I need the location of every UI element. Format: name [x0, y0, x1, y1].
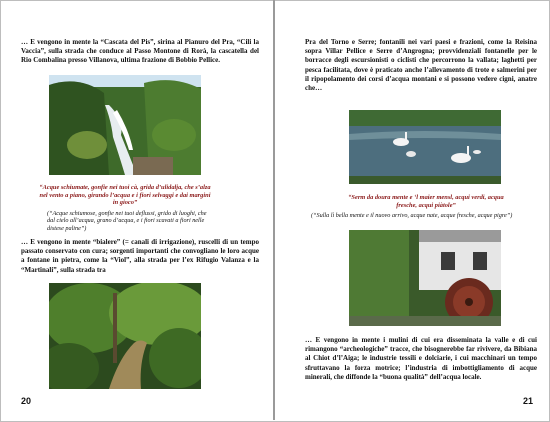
paragraph: … E vengono in mente la “Cascata del Pis”, sirina al Pianuro del Pra, “Cili la Vaccia”, sulla strada che conduce al Passo Montone di Rorà, la cascatella del Rio Combalina presso Villanova, ultima frazione di Bobbio Pellice.: [21, 38, 259, 65]
caption-translation: (“Sulla lì bella mente e il nuovo arrivo, acque nate, acque fresche, acque pigre”): [311, 212, 513, 219]
page-number: 20: [21, 396, 32, 406]
pond-swans-photo: [349, 110, 501, 184]
caption-translation: (“Acque schiumose, gonfie nei tuoi deflussi, grido di luoghi, che dal cielo all’acqua, grano d’acqua, e i fiori scavati a fiori nelle distese paline”): [47, 210, 207, 232]
forest-path-photo: [49, 283, 201, 389]
caption-dialect: “Acque schiumate, gonfie nei tuoi cà, grida d’ulidalja, che s’alza nel vento a piano, girando l’acqua e i fiori selvaggi e dai margini in gioco”: [39, 184, 211, 207]
page-number: 21: [523, 396, 534, 406]
right-page: [275, 0, 548, 420]
paragraph: … E vengono in mente “bialere” (= canali di irrigazione), ruscelli di un tempo passato conservato con cura; sorgenti importanti che convogliano le loro acque a fontane in pietra, come la “Viol”, alla strada per l’ex Rifugio Valanza e la “Martinali”, sulla strada tra: [21, 238, 259, 274]
paragraph: Pra del Torno e Serre; fontanili nei vari paesi e frazioni, come la Reisina sopra Villar Pellice e Serre d’Angrogna; provvidenziali fontanelle per le borracce degli escursionisti o ciclisti che percorrono la vallata; laghetti per pesca facilitata, dove è praticato anche l’allevamento di trote e salmerini per il ripopolamento dei corsi d’acqua montani e si possono vedere cigni, anatre che…: [305, 38, 537, 93]
paragraph: … E vengono in mente i mulini di cui era disseminata la valle e di cui rimangono “archeologiche” tracce, che bisognerebbe far rivivere, da Bibiana al Chiot d’l’Aiga; le industrie tessili e dolciarie, i cui macchinari un tempo sfruttavano la forza motrice; l’industria di imbottigliamento di acque minerali, che diffonde la “buona qualità” dell’acqua locale.: [305, 336, 537, 381]
waterfall-photo: [49, 75, 201, 175]
left-page: [1, 0, 274, 420]
water-mill-photo: [349, 230, 501, 326]
caption-dialect: “Serm da doura mente e ‘l maier mensl, acqui verdi, acqua fresche, acqui piàtole”: [348, 194, 504, 209]
